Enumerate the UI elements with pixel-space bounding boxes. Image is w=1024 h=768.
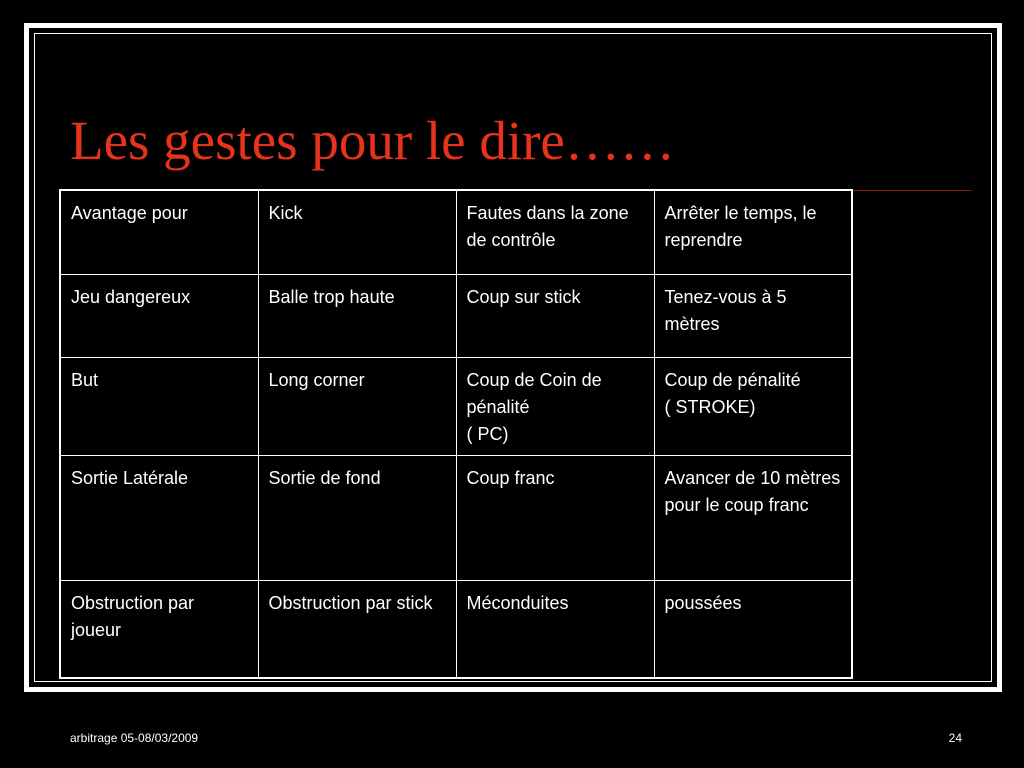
table-cell xyxy=(60,357,258,455)
table-row xyxy=(60,580,852,678)
cell-text: Coup de Coin de pénalité xyxy=(466,369,602,417)
table-cell xyxy=(60,274,258,357)
table-cell xyxy=(654,274,852,357)
table-row xyxy=(60,455,852,580)
cell-text: Obstruction par joueur xyxy=(71,592,195,640)
gestures-table xyxy=(59,189,853,679)
footer-text: arbitrage 05-08/03/2009 xyxy=(70,731,199,745)
table-cell xyxy=(654,580,852,678)
cell-text: Méconduites xyxy=(466,592,569,613)
page-number: 24 xyxy=(948,731,962,745)
cell-text: Coup franc xyxy=(466,467,555,488)
cell-text: Sortie Latérale xyxy=(71,467,189,488)
table-cell xyxy=(60,455,258,580)
cell-text: Coup sur stick xyxy=(466,286,581,307)
table-row xyxy=(60,274,852,357)
title-underline xyxy=(852,190,972,191)
table-cell xyxy=(258,580,456,678)
cell-text: Coup de pénalité xyxy=(664,369,801,390)
slide-title: Les gestes pour le dire…… xyxy=(70,110,675,171)
table-cell xyxy=(456,357,654,455)
table-cell xyxy=(456,455,654,580)
cell-text: Obstruction par stick xyxy=(268,592,433,613)
table-cell xyxy=(456,190,654,274)
table-cell xyxy=(654,455,852,580)
cell-text: But xyxy=(71,369,99,390)
cell-text: Kick xyxy=(268,203,303,223)
table-cell xyxy=(258,357,456,455)
cell-text: Avantage pour xyxy=(71,203,188,223)
cell-text: Avancer de 10 mètres pour le coup franc xyxy=(664,467,841,515)
table-row xyxy=(60,190,852,274)
cell-text: Fautes dans la zone de contrôle xyxy=(466,203,629,250)
table-cell xyxy=(456,274,654,357)
cell-text: Sortie de fond xyxy=(268,467,381,488)
cell-text: Tenez-vous à 5 mètres xyxy=(664,286,787,334)
cell-text: ( PC) xyxy=(466,423,509,444)
table-cell xyxy=(654,190,852,274)
table-cell xyxy=(258,455,456,580)
cell-text: Balle trop haute xyxy=(268,286,395,307)
table-row xyxy=(60,357,852,455)
table-cell xyxy=(456,580,654,678)
table-cell xyxy=(258,190,456,274)
table-cell xyxy=(654,357,852,455)
cell-text: ( STROKE) xyxy=(664,396,756,417)
cell-text: poussées xyxy=(664,592,742,613)
table-cell xyxy=(60,580,258,678)
cell-text: Long corner xyxy=(268,369,365,390)
table-cell xyxy=(60,190,258,274)
cell-text: Jeu dangereux xyxy=(71,286,191,307)
table-cell xyxy=(258,274,456,357)
cell-text: Arrêter le temps, le reprendre xyxy=(664,203,817,250)
